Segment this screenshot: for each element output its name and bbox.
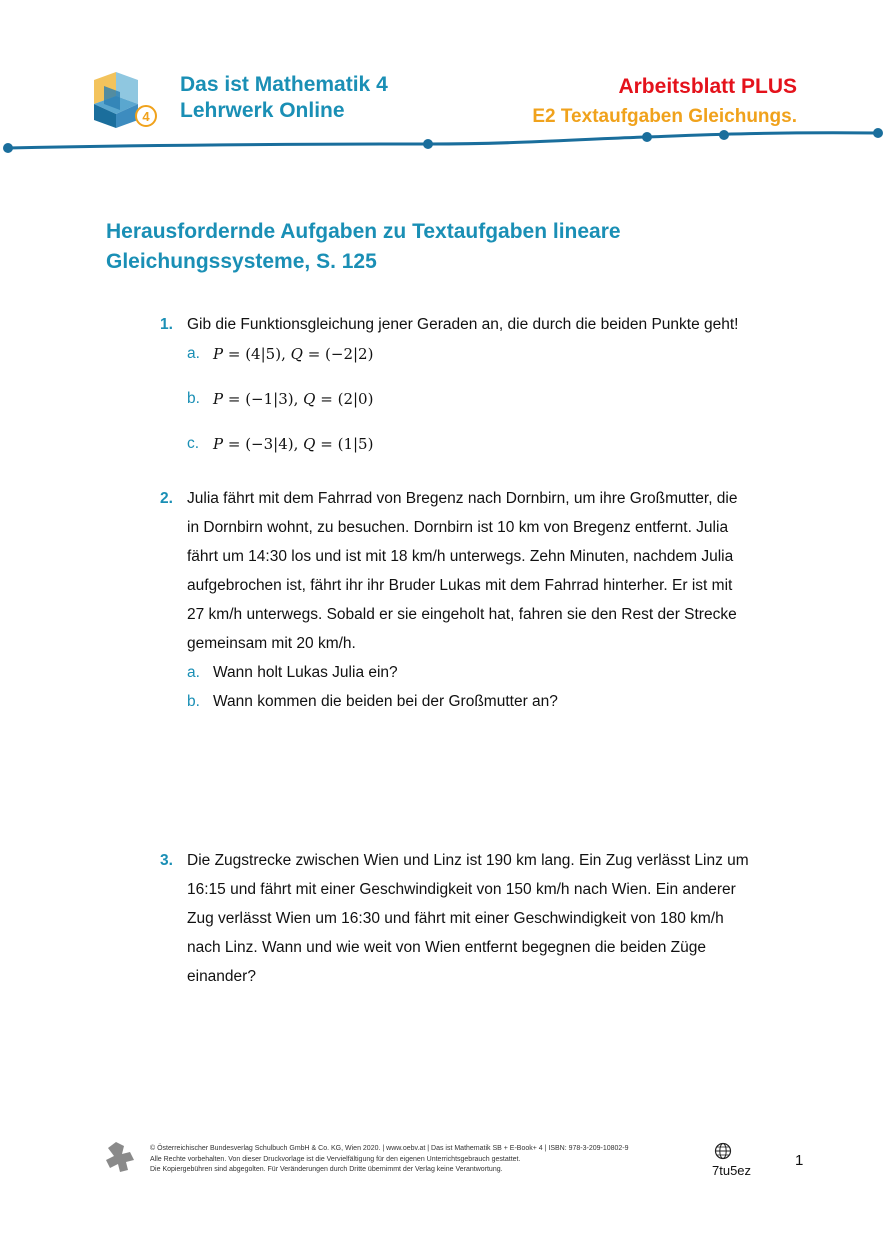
- footer-line-3: Die Kopiergebühren sind abgegolten. Für Veränderungen durch Dritte übernimmt der Verlag keine Verantwortung.: [150, 1166, 503, 1173]
- subtask-formula: P = (−3|4), Q = (1|5): [213, 435, 374, 453]
- sheet-type: Arbeitsblatt PLUS: [618, 75, 797, 98]
- task-line: Julia fährt mit dem Fahrrad von Bregenz nach Dornbirn, um ihre Großmutter, die: [187, 490, 738, 507]
- subtask-label: a.: [187, 345, 200, 362]
- subtask-1c: [160, 422, 790, 467]
- header-divider-line: [0, 125, 890, 160]
- task-line: 16:15 und fährt mit einer Geschwindigkeit von 150 km/h nach Wien. Ein anderer: [187, 881, 736, 898]
- subtask-1a: [160, 332, 790, 377]
- logo-cube-icon: [90, 70, 162, 132]
- line-dot: [3, 143, 13, 153]
- brand-line-2: Lehrwerk Online: [180, 99, 345, 122]
- line-dot: [873, 128, 883, 138]
- task-text: [187, 484, 790, 658]
- subtask-1b: [160, 377, 790, 422]
- subtask-text: Wann holt Lukas Julia ein?: [213, 664, 398, 681]
- task-1: [160, 310, 790, 467]
- subtask-formula: P = (4|5), Q = (−2|2): [213, 345, 374, 363]
- sheet-topic: E2 Textaufgaben Gleichungs.: [532, 106, 797, 127]
- task-text: [187, 846, 790, 991]
- sheet-info: [532, 72, 797, 132]
- task-number: 3.: [160, 852, 173, 869]
- brand-line-1: Das ist Mathematik 4: [180, 73, 388, 96]
- task-line: fährt um 14:30 los und ist mit 18 km/h unterwegs. Zehn Minuten, nachdem Julia: [187, 548, 734, 565]
- task-line: 27 km/h unterwegs. Sobald er sie eingeholt hat, fahren sie den Rest der Strecke: [187, 606, 737, 623]
- footer-copyright: [150, 1144, 690, 1176]
- subtask-text: Wann kommen die beiden bei der Großmutter an?: [213, 693, 558, 710]
- page-number: 1: [795, 1152, 804, 1169]
- task-text: Gib die Funktionsgleichung jener Geraden an, die durch die beiden Punkte geht!: [187, 316, 739, 333]
- title-line-2: Gleichungssysteme, S. 125: [106, 250, 377, 273]
- page-title: [106, 217, 746, 277]
- line-dot: [719, 130, 729, 140]
- title-line-1: Herausfordernde Aufgaben zu Textaufgaben lineare: [106, 220, 621, 243]
- task-3: [160, 846, 790, 991]
- task-line: nach Linz. Wann und wie weit von Wien entfernt begegnen die beiden Züge: [187, 939, 707, 956]
- online-code[interactable]: 7tu5ez: [712, 1163, 752, 1178]
- task-line: Die Zugstrecke zwischen Wien und Linz ist 190 km lang. Ein Zug verlässt Linz um: [187, 852, 749, 869]
- subtask-2b: [160, 687, 790, 716]
- footer-line-1: © Österreichischer Bundesverlag Schulbuch GmbH & Co. KG, Wien 2020. | www.oebv.at | Das ist Mathematik SB + E-Book+ 4 | ISBN: 978-3-209-10802-9: [150, 1145, 629, 1152]
- task-line: Zug verlässt Wien um 16:30 und fährt mit einer Geschwindigkeit von 180 km/h: [187, 910, 724, 927]
- publisher-logo-icon: [104, 1140, 136, 1174]
- line-dot: [642, 132, 652, 142]
- subtask-formula: P = (−1|3), Q = (2|0): [213, 390, 374, 408]
- subtask-2a: [160, 658, 790, 687]
- subtask-label: b.: [187, 390, 200, 407]
- subtask-label: c.: [187, 435, 200, 452]
- task-2: [160, 484, 790, 716]
- subtask-label: a.: [187, 664, 200, 681]
- task-number: 2.: [160, 490, 173, 507]
- logo-digit: 4: [142, 109, 150, 124]
- subtask-label: b.: [187, 693, 200, 710]
- task-line: in Dornbirn wohnt, zu besuchen. Dornbirn ist 10 km von Bregenz entfernt. Julia: [187, 519, 729, 536]
- task-number: 1.: [160, 316, 173, 333]
- footer-line-2: Alle Rechte vorbehalten. Von dieser Druckvorlage ist die Vervielfältigung für den eigenen Unterrichtsgebrauch gestattet.: [150, 1155, 521, 1163]
- globe-icon[interactable]: [714, 1142, 732, 1160]
- line-dot: [423, 139, 433, 149]
- task-line: aufgebrochen ist, fährt ihr ihr Bruder Lukas mit dem Fahrrad hinterher. Er ist mit: [187, 577, 733, 594]
- task-line: einander?: [187, 968, 256, 985]
- task-line: gemeinsam mit 20 km/h.: [187, 635, 356, 652]
- brand-block: [180, 72, 388, 124]
